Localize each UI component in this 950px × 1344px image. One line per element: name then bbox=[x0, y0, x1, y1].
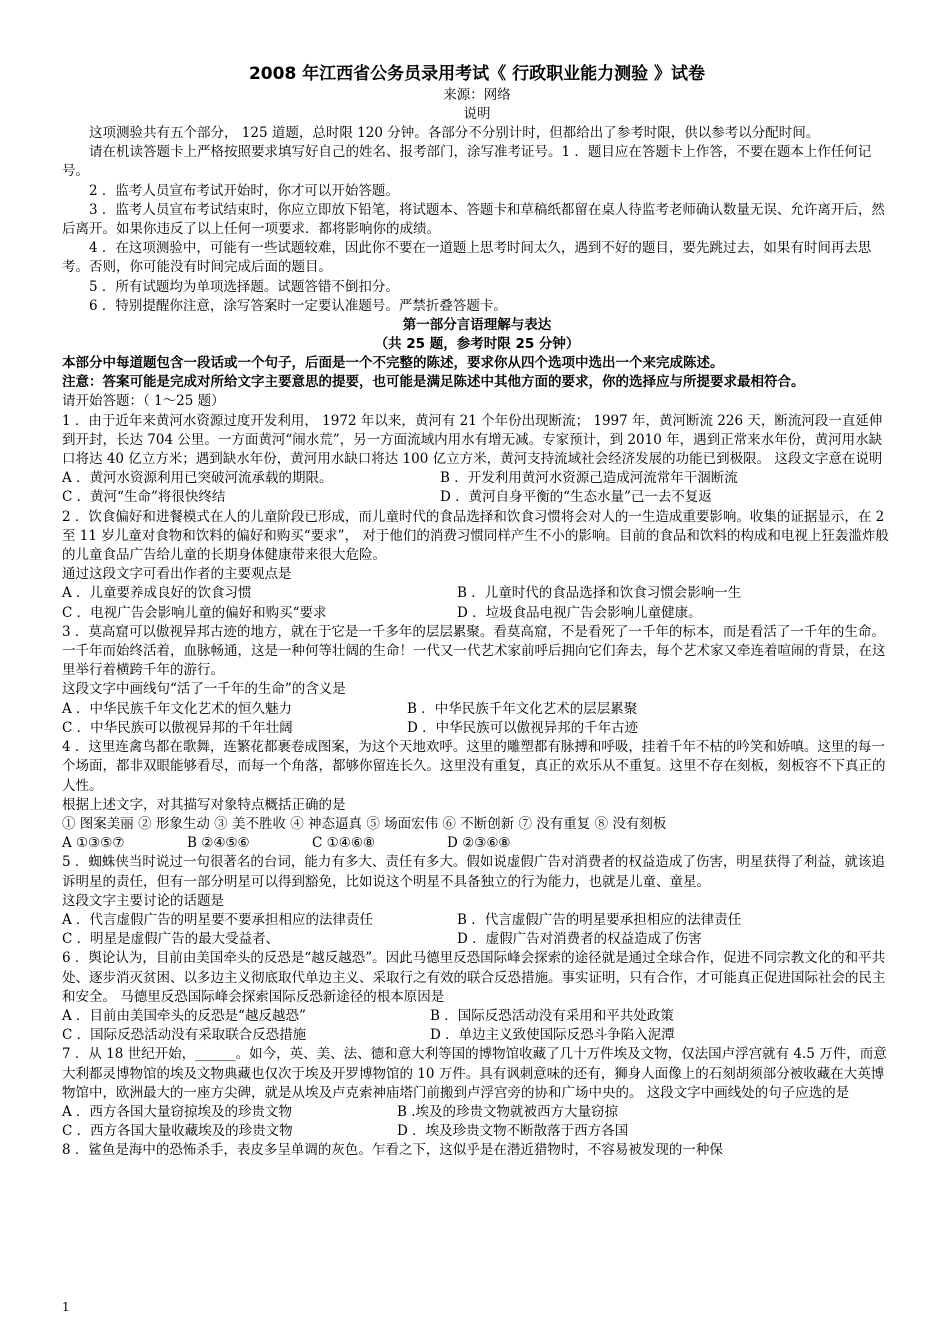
option-a: A ．代言虚假广告的明星要不要承担相应的法律责任 bbox=[62, 911, 374, 928]
source-line: 来源：网络 bbox=[443, 87, 511, 103]
option-d: D ．垃圾食品电视广告会影响儿童健康。 bbox=[457, 604, 702, 621]
option-d: D ．单边主义致使国际反恐斗争陷入泥潭 bbox=[430, 1027, 675, 1044]
intro-paragraph: 2 ．监考人员宣布考试开始时，你才可以开始答题。 bbox=[89, 182, 399, 199]
part1-subheading: （共 25 题，参考时限 25 分钟） bbox=[374, 336, 580, 353]
option-d: D ．中华民族可以傲视异邦的千年古迹 bbox=[407, 719, 639, 736]
option-c: C ．明星是虚假广告的最大受益者、 bbox=[62, 931, 280, 948]
question-6-options-row1 bbox=[62, 1007, 892, 1026]
question-1-text: 1 ．由于近年来黄河水资源过度开发利用， 1972 年以来，黄河有 21 个年份出现断流； 1997 年，黄河断流 226 天，断流河段一直延伸到开封，长达 704 公里。一方面黄河“闹水荒”，另一方面流域内用水有增无减。专家预计，到 2010 年，遇到正常来水年份，黄河用水缺口将达 40 亿立方米；遇到缺水年份，黄河用水缺口将达 100 亿立方米，黄河支持流域社会经济发展的功能已到极限。 这段文字意在说明 bbox=[62, 412, 883, 468]
part1-heading: 第一部分言语理解与表达 bbox=[402, 317, 552, 334]
option-b: B ．开发利用黄河水资源己造成河流常年干涸断流 bbox=[440, 470, 738, 487]
question-2-ask: 通过这段文字可看出作者的主要观点是 bbox=[62, 566, 292, 583]
option-a: A ①③⑤⑦ bbox=[62, 835, 125, 852]
explain-heading: 说明 bbox=[463, 106, 491, 122]
question-5-options-row1 bbox=[62, 911, 892, 930]
question-7-options-row1 bbox=[62, 1103, 892, 1122]
question-4-items: ① 图案美丽 ② 形象生动 ③ 美不胜收 ④ 神态逼真 ⑤ 场面宏伟 ⑥ 不断创新 ⑦ 没有重复 ⑧ 没有刻板 bbox=[62, 815, 667, 832]
question-4-options bbox=[62, 834, 892, 853]
option-b: B ．儿童时代的食品选择和饮食习惯会影响一生 bbox=[457, 585, 742, 602]
option-a: A ．西方各国大量窃掠埃及的珍贵文物 bbox=[62, 1103, 293, 1120]
option-a: A ．儿童要养成良好的饮食习惯 bbox=[62, 585, 252, 602]
question-2-options-row1 bbox=[62, 584, 892, 603]
option-c: C ．国际反恐活动没有采取联合反恐措施 bbox=[62, 1027, 307, 1044]
question-4-text: 4 ．这里连禽鸟都在歌舞，连繁花都裹卷成图案，为这个天地欢呼。这里的雕塑都有脉搏和呼吸，挂着千年不枯的吟笑和娇嗔。这里的每一个场面，都非双眼能够看尽，而每一个角落，都够你留连长久。这里没有重复，真正的欢乐从不重复。这里不存在刻板，刻板容不下真正的人性。 bbox=[62, 739, 886, 794]
question-7-text: 7 ．从 18 世纪开始，______。如今，英、美、法、德和意大利等国的博物馆收藏了几十万件埃及文物，仅法国卢浮宫就有 4.5 万件，而意大利都灵博物馆的埃及文物典藏也仅次于埃及开罗博物馆的 10 万件。具有讽刺意味的还有，狮身人面像上的石刻胡须部分被收藏在大英博物馆中，欧洲最大的一座方尖碑，就是从埃及卢克索神庙塔门前搬到卢浮宫旁的协和广场中央的。 这段文字中画线处的句子应选的是 bbox=[62, 1046, 887, 1101]
question-3-text: 3 ．莫高窟可以傲视异邦古迹的地方，就在于它是一千多年的层层累聚。看莫高窟，不是看死了一千年的标本，而是看活了一千年的生命。一千年而始终活着，血脉畅通，这是一种何等壮阔的生命！一代又一代艺术家前呼后拥向它们奔去，每个艺术家又牵连着喧闹的背景，在这里举行着横跨千年的游行。 bbox=[62, 623, 886, 679]
intro-paragraph: 5 ．所有试题均为单项选择题。试题答错不倒扣分。 bbox=[89, 278, 399, 295]
option-a: A ．目前由美国牵头的反恐是“越反越恐” bbox=[62, 1007, 306, 1024]
question-7-options-row2 bbox=[62, 1122, 892, 1141]
part1-instruction: 本部分中每道题包含一段话或一个句子，后面是一个不完整的陈述，要求你从四个选项中选出一个来完成陈述。 bbox=[62, 355, 724, 372]
option-d: D ．埃及珍贵文物不断散落于西方各国 bbox=[397, 1123, 629, 1140]
question-1-options-row2 bbox=[62, 488, 892, 507]
intro-paragraph: 3 ．监考人员宣布考试结束时，你应立即放下铅笔，将试题本、答题卡和草稿纸都留在桌人待监考老师确认数量无误、允许离开后，然后离开。如果你违反了以上任何一项要求．都将影响你的成绩。 bbox=[62, 201, 885, 238]
option-c: C ．黄河“生命”将很快终结 bbox=[62, 489, 226, 506]
option-b: B ②④⑤⑥ bbox=[187, 835, 250, 852]
question-3-options-row1 bbox=[62, 700, 892, 719]
question-5-ask: 这段文字主要讨论的话题是 bbox=[62, 892, 224, 909]
option-a: A ．中华民族千年文化艺术的恒久魅力 bbox=[62, 700, 293, 717]
question-8-text: 8 ．鲨鱼是海中的恐怖杀手，表皮多呈单调的灰色。乍看之下，这似乎是在潜近猎物时，不容易被发现的一种保 bbox=[62, 1142, 723, 1159]
option-d: D ．虚假广告对消费者的权益造成了伤害 bbox=[457, 931, 702, 948]
intro-paragraph: 4 ．在这项测验中，可能有一些试题较难，因此你不要在一道题上思考时间太久，遇到不好的题目，要先跳过去，如果有时间再去思考。否则，你可能没有时间完成后面的题目。 bbox=[62, 240, 872, 276]
option-a: A ．黄河水资源利用已突破河流承载的期限。 bbox=[62, 470, 333, 487]
question-1-options-row1 bbox=[62, 469, 892, 488]
option-c: C ①④⑥⑧ bbox=[312, 835, 376, 852]
intro-paragraph: 6 ．特别提醒你注意，涂写答案时一定要认准题号。严禁折叠答题卡。 bbox=[89, 297, 507, 314]
intro-paragraph: 这项测验共有五个部分， 125 道题，总时限 120 分钟。各部分不分别计时，但都给出了参考时限，供以参考以分配时间。 bbox=[89, 125, 820, 141]
document-page bbox=[62, 62, 892, 1161]
page-title: 2008 年江西省公务员录用考试《 行政职业能力测验 》试卷 bbox=[248, 64, 706, 84]
question-3-ask: 这段文字中画线句“活了一千年的生命”的含义是 bbox=[62, 681, 346, 698]
question-2-text: 2 ．饮食偏好和进餐模式在人的儿童阶段已形成，而儿童时代的食品选择和饮食习惯将会对人的一生造成重要影响。收集的证据显示，在 2 至 11 岁儿童对食物和饮料的偏好和购买“要求”， 对于他们的消费习惯同样产生不小的影响。目前的食品和饮料的构成和电视上狂轰滥炸般的儿童食品广告给儿童的长期身体健康带来很大危险。 bbox=[62, 508, 889, 564]
option-b: B ．中华民族千年文化艺术的层层累聚 bbox=[407, 700, 638, 717]
question-5-text: 5 ．蜘蛛侠当时说过一句很著名的台词，能力有多大、责任有多大。假如说虚假广告对消费者的权益造成了伤害，明星获得了利益，就该追诉明星的责任，但有一部分明星可以得到豁免，比如说这个明星不具备独立的行为能力，也就是儿童、童星。 bbox=[62, 854, 885, 890]
question-3-options-row2 bbox=[62, 719, 892, 738]
option-b: B ．国际反恐活动没有采用和平共处政策 bbox=[430, 1007, 674, 1024]
part1-note: 注意：答案可能是完成对所给文字主要意思的提要，也可能是满足陈述中其他方面的要求，你的选择应与所提要求最相符合。 bbox=[62, 374, 805, 391]
question-2-options-row2 bbox=[62, 604, 892, 623]
start-prompt: 请开始答题：（ 1～25 题） bbox=[62, 393, 225, 410]
option-d: D ．黄河自身平衡的“生态水量”己一去不复返 bbox=[440, 489, 712, 506]
question-5-options-row2 bbox=[62, 930, 892, 949]
option-c: C ．中华民族可以傲视异邦的千年壮阔 bbox=[62, 719, 293, 736]
page-number: 1 bbox=[62, 1300, 70, 1314]
option-c: C ．西方各国大量收藏埃及的珍贵文物 bbox=[62, 1123, 293, 1140]
question-6-text: 6 ．舆论认为，目前由美国牵头的反恐是“越反越恐”。因此马德里反恐国际峰会探索的途径就是通过全球合作，促进不同宗教文化的和平共处、逐步消灭贫困、以多边主义彻底取代单边主义、采取行之有效的联合反恐措施。事实证明，只有合作，才可能真正促进国际社会的民主和安全。 马德里反恐国际峰会探索国际反恐新途径的根本原因是 bbox=[62, 950, 886, 1005]
question-4-ask: 根据上述文字，对其描写对象特点概括正确的是 bbox=[62, 796, 346, 813]
option-c: C ．电视广告会影响儿童的偏好和购买“要求 bbox=[62, 604, 327, 621]
intro-paragraph: 请在机读答题卡上严格按照要求填写好自己的姓名、报考部门，涂写准考证号。1 ．题目应在答题卡上作答，不要在题本上作任何记号。 bbox=[62, 144, 872, 180]
question-6-options-row2 bbox=[62, 1026, 892, 1045]
option-b: B ．代言虚假广告的明星要承担相应的法律责任 bbox=[457, 911, 742, 928]
option-d: D ②③⑥⑧ bbox=[447, 835, 511, 852]
option-b: B .埃及的珍贵文物就被西方大量窃掠 bbox=[397, 1103, 619, 1120]
